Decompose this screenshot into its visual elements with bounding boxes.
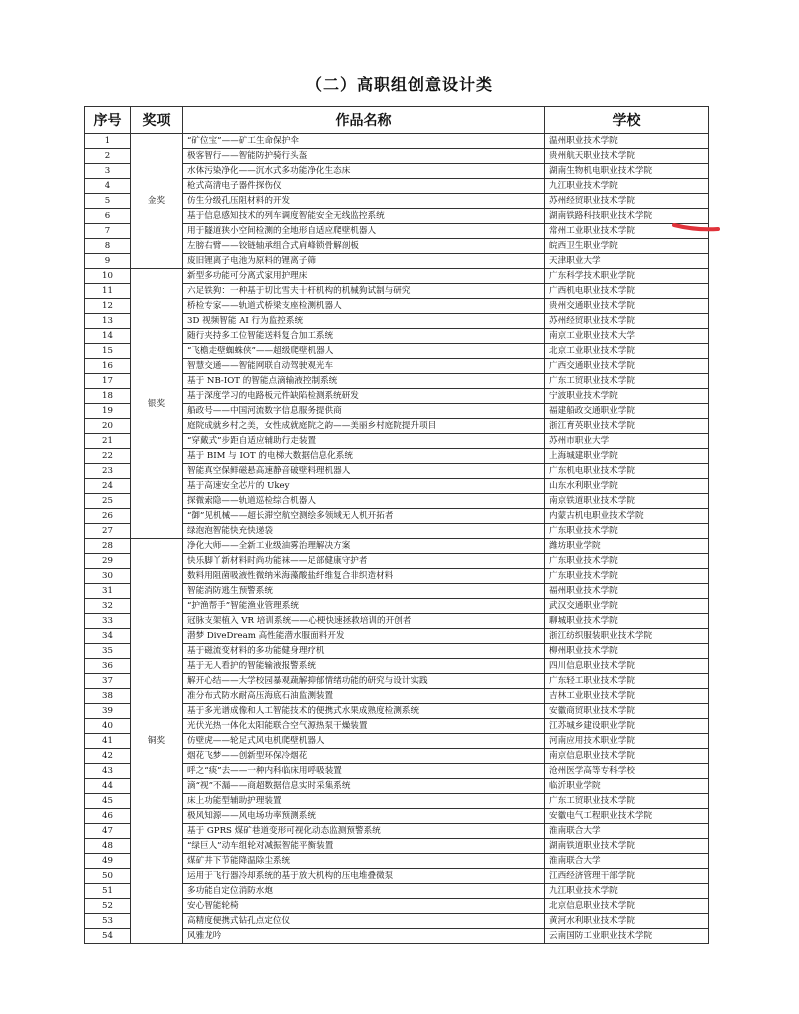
row-number: 7: [85, 224, 131, 239]
row-number: 15: [85, 344, 131, 359]
row-number: 35: [85, 644, 131, 659]
school-name: 九江职业技术学院: [545, 179, 709, 194]
work-name: 煤矿井下节能降温除尘系统: [183, 854, 545, 869]
work-name: 庭院成就乡村之美，女性成就庭院之韵——美丽乡村庭院提升项目: [183, 419, 545, 434]
school-name: 南京工业职业技术大学: [545, 329, 709, 344]
row-number: 3: [85, 164, 131, 179]
row-number: 18: [85, 389, 131, 404]
row-number: 14: [85, 329, 131, 344]
header-school: 学校: [545, 107, 709, 134]
row-number: 53: [85, 914, 131, 929]
row-number: 16: [85, 359, 131, 374]
row-number: 1: [85, 134, 131, 149]
work-name: “绿巨人”动车组轮对减振智能平衡装置: [183, 839, 545, 854]
row-number: 51: [85, 884, 131, 899]
row-number: 50: [85, 869, 131, 884]
work-name: 船政号——中国河流数字信息服务提供商: [183, 404, 545, 419]
header-number: 序号: [85, 107, 131, 134]
work-name: 3D 视频智能 AI 行为监控系统: [183, 314, 545, 329]
row-number: 40: [85, 719, 131, 734]
work-name: 随行夹持多工位智能送料复合加工系统: [183, 329, 545, 344]
award-level: 金奖: [131, 134, 183, 269]
work-name: 极风知源——风电场功率预测系统: [183, 809, 545, 824]
school-name: 黄河水利职业技术学院: [545, 914, 709, 929]
row-number: 24: [85, 479, 131, 494]
school-name: 福建船政交通职业学院: [545, 404, 709, 419]
school-name: 淮南联合大学: [545, 854, 709, 869]
work-name: 绿泡泡智能快充快递袋: [183, 524, 545, 539]
row-number: 28: [85, 539, 131, 554]
school-name: 广东职业技术学院: [545, 569, 709, 584]
table-row: [85, 539, 709, 554]
work-name: 智慧交通——智能网联自动驾驶观光车: [183, 359, 545, 374]
work-name: 基于磁流变材料的多功能健身理疗机: [183, 644, 545, 659]
row-number: 48: [85, 839, 131, 854]
row-number: 34: [85, 629, 131, 644]
work-name: 基于信息感知技术的列车调度智能安全无线监控系统: [183, 209, 545, 224]
work-name: 六足铁狗：一种基于切比雪夫十杆机构的机械狗试制与研究: [183, 284, 545, 299]
row-number: 36: [85, 659, 131, 674]
school-name: 广西交通职业技术学院: [545, 359, 709, 374]
school-name: 天津职业大学: [545, 254, 709, 269]
work-name: 智能真空保鲜磁悬高速静音破壁料理机器人: [183, 464, 545, 479]
school-name: 临沂职业学院: [545, 779, 709, 794]
school-name: 内蒙古机电职业技术学院: [545, 509, 709, 524]
row-number: 20: [85, 419, 131, 434]
school-name: 武汉交通职业学院: [545, 599, 709, 614]
work-name: 风雅龙吟: [183, 929, 545, 944]
school-name: 广东工贸职业技术学院: [545, 794, 709, 809]
work-name: 滴“视”不漏——商超数据信息实时采集系统: [183, 779, 545, 794]
award-level: 银奖: [131, 269, 183, 539]
row-number: 19: [85, 404, 131, 419]
row-number: 13: [85, 314, 131, 329]
row-number: 5: [85, 194, 131, 209]
work-name: 潜梦 DiveDream 高性能潜水服面料开发: [183, 629, 545, 644]
work-name: 冠脉支架植入 VR 培训系统——心梗快速拯救培训的开创者: [183, 614, 545, 629]
school-name: 温州职业技术学院: [545, 134, 709, 149]
school-name: 沧州医学高等专科学校: [545, 764, 709, 779]
header-award: 奖项: [131, 107, 183, 134]
school-name: 柳州职业技术学院: [545, 644, 709, 659]
work-name: “御”见机械——超长滞空航空测绘多领域无人机开拓者: [183, 509, 545, 524]
school-name: 山东水利职业学院: [545, 479, 709, 494]
row-number: 54: [85, 929, 131, 944]
school-name: 广东职业技术学院: [545, 554, 709, 569]
row-number: 46: [85, 809, 131, 824]
school-name: 广西机电职业技术学院: [545, 284, 709, 299]
awards-table: [84, 106, 709, 944]
work-name: 新型多功能可分离式家用护理床: [183, 269, 545, 284]
row-number: 26: [85, 509, 131, 524]
school-name: 江苏城乡建设职业学院: [545, 719, 709, 734]
work-name: 基于 GPRS 煤矿巷道变形可视化动态监测预警系统: [183, 824, 545, 839]
school-name: 湖南铁道职业技术学院: [545, 839, 709, 854]
work-name: 桥检专家——轨道式桥梁支座检测机器人: [183, 299, 545, 314]
row-number: 12: [85, 299, 131, 314]
row-number: 42: [85, 749, 131, 764]
row-number: 22: [85, 449, 131, 464]
row-number: 45: [85, 794, 131, 809]
school-name: 湖南生物机电职业技术学院: [545, 164, 709, 179]
row-number: 52: [85, 899, 131, 914]
school-name: 皖西卫生职业学院: [545, 239, 709, 254]
row-number: 49: [85, 854, 131, 869]
work-name: 基于 BIM 与 IOT 的电梯大数据信息化系统: [183, 449, 545, 464]
school-name: 苏州经贸职业技术学院: [545, 314, 709, 329]
work-name: 仿生分级孔压阻材料的开发: [183, 194, 545, 209]
school-name: 广东机电职业技术学院: [545, 464, 709, 479]
school-name: 苏州市职业大学: [545, 434, 709, 449]
row-number: 32: [85, 599, 131, 614]
work-name: 净化大师——全新工业级油雾治理解决方案: [183, 539, 545, 554]
school-name: 九江职业技术学院: [545, 884, 709, 899]
school-name: 浙江纺织服装职业技术学院: [545, 629, 709, 644]
work-name: 基于多光谱成像和人工智能技术的便携式水果成熟度检测系统: [183, 704, 545, 719]
row-number: 41: [85, 734, 131, 749]
row-number: 33: [85, 614, 131, 629]
row-number: 23: [85, 464, 131, 479]
table-row: [85, 269, 709, 284]
row-number: 21: [85, 434, 131, 449]
work-name: 仿壁虎——轮足式风电机爬壁机器人: [183, 734, 545, 749]
school-name: 湖南铁路科技职业技术学院: [545, 209, 709, 224]
page-title: （二）高职组创意设计类: [305, 75, 493, 94]
school-name: 常州工业职业技术学院: [545, 224, 709, 239]
school-name: 淮南联合大学: [545, 824, 709, 839]
work-name: 呼之“痰”去——一种内科临床用呼吸装置: [183, 764, 545, 779]
row-number: 9: [85, 254, 131, 269]
school-name: 四川信息职业技术学院: [545, 659, 709, 674]
school-name: 潍坊职业学院: [545, 539, 709, 554]
school-name: 北京信息职业技术学院: [545, 899, 709, 914]
work-name: 废旧锂离子电池为原料的锂离子筛: [183, 254, 545, 269]
row-number: 4: [85, 179, 131, 194]
work-name: “矿位宝”——矿工生命保护伞: [183, 134, 545, 149]
school-name: 江西经济管理干部学院: [545, 869, 709, 884]
row-number: 47: [85, 824, 131, 839]
row-number: 44: [85, 779, 131, 794]
row-number: 29: [85, 554, 131, 569]
row-number: 10: [85, 269, 131, 284]
work-name: 左膀右臂——铰链轴承组合式肩峰锁骨解剖板: [183, 239, 545, 254]
school-name: 南京铁道职业技术学院: [545, 494, 709, 509]
school-name: 苏州经贸职业技术学院: [545, 194, 709, 209]
school-name: 浙江育英职业技术学院: [545, 419, 709, 434]
row-number: 37: [85, 674, 131, 689]
work-name: 准分布式防水耐高压海底石油监测装置: [183, 689, 545, 704]
school-name: 河南应用技术职业学院: [545, 734, 709, 749]
work-name: 基于深度学习的电路板元件缺陷检测系统研发: [183, 389, 545, 404]
work-name: 快乐脚丫新材料时尚功能袜——足部健康守护者: [183, 554, 545, 569]
work-name: 安心智能轮椅: [183, 899, 545, 914]
table-body: [85, 134, 709, 944]
row-number: 27: [85, 524, 131, 539]
header-work-name: 作品名称: [183, 107, 545, 134]
school-name: 广东工贸职业技术学院: [545, 374, 709, 389]
work-name: 基于无人看护的智能输液报警系统: [183, 659, 545, 674]
school-name: 贵州航天职业技术学院: [545, 149, 709, 164]
work-name: 运用于飞行器冷却系统的基于放大机构的压电堆叠微泵: [183, 869, 545, 884]
row-number: 6: [85, 209, 131, 224]
school-name: 宁波职业技术学院: [545, 389, 709, 404]
school-name: 广东轻工职业技术学院: [545, 674, 709, 689]
red-pen-underline-mark: [672, 221, 720, 233]
work-name: 多功能自定位消防水炮: [183, 884, 545, 899]
table-header-row: [85, 107, 709, 134]
school-name: 福州职业技术学院: [545, 584, 709, 599]
work-name: 解开心结——大学校园暴观蔬解抑郁情绪功能的研究与设计实践: [183, 674, 545, 689]
row-number: 38: [85, 689, 131, 704]
school-name: 广东职业技术学院: [545, 524, 709, 539]
school-name: 云南国防工业职业技术学院: [545, 929, 709, 944]
row-number: 8: [85, 239, 131, 254]
work-name: “穿戴式”步距自适应辅助行走装置: [183, 434, 545, 449]
work-name: 基于高速安全芯片的 Ukey: [183, 479, 545, 494]
work-name: 用于隧道狭小空间检测的全地形自适应爬壁机器人: [183, 224, 545, 239]
work-name: 枪式高清电子器件探伤仪: [183, 179, 545, 194]
work-name: 智能消防逃生预警系统: [183, 584, 545, 599]
row-number: 43: [85, 764, 131, 779]
school-name: 北京工业职业技术学院: [545, 344, 709, 359]
work-name: 探微索隐——轨道巡检综合机器人: [183, 494, 545, 509]
school-name: 广东科学技术职业学院: [545, 269, 709, 284]
work-name: “护渔帮手”智能渔业管理系统: [183, 599, 545, 614]
school-name: 安徽电气工程职业技术学院: [545, 809, 709, 824]
school-name: 吉林工业职业技术学院: [545, 689, 709, 704]
row-number: 31: [85, 584, 131, 599]
school-name: 南京信息职业技术学院: [545, 749, 709, 764]
work-name: 床上功能型辅助护理装置: [183, 794, 545, 809]
row-number: 25: [85, 494, 131, 509]
work-name: 光伏光热一体化太阳能联合空气源热泵干燥装置: [183, 719, 545, 734]
work-name: 数料用阻菌吸液性微纳米海藻酸盐纤维复合非织造材料: [183, 569, 545, 584]
row-number: 30: [85, 569, 131, 584]
school-name: 贵州交通职业技术学院: [545, 299, 709, 314]
school-name: 聊城职业技术学院: [545, 614, 709, 629]
work-name: 极客智行——智能防护骑行头盔: [183, 149, 545, 164]
work-name: 水体污染净化——沉水式多功能净化生态床: [183, 164, 545, 179]
school-name: 安徽商贸职业技术学院: [545, 704, 709, 719]
row-number: 2: [85, 149, 131, 164]
school-name: 上海城建职业学院: [545, 449, 709, 464]
work-name: 基于 NB-IOT 的智能点滴输液控制系统: [183, 374, 545, 389]
row-number: 11: [85, 284, 131, 299]
row-number: 39: [85, 704, 131, 719]
work-name: “飞檐走壁蜘蛛侠”——超级爬壁机器人: [183, 344, 545, 359]
award-level: 铜奖: [131, 539, 183, 944]
table-row: [85, 134, 709, 149]
work-name: 烟花飞梦——创新型环保冷烟花: [183, 749, 545, 764]
row-number: 17: [85, 374, 131, 389]
work-name: 高精度便携式钻孔点定位仪: [183, 914, 545, 929]
